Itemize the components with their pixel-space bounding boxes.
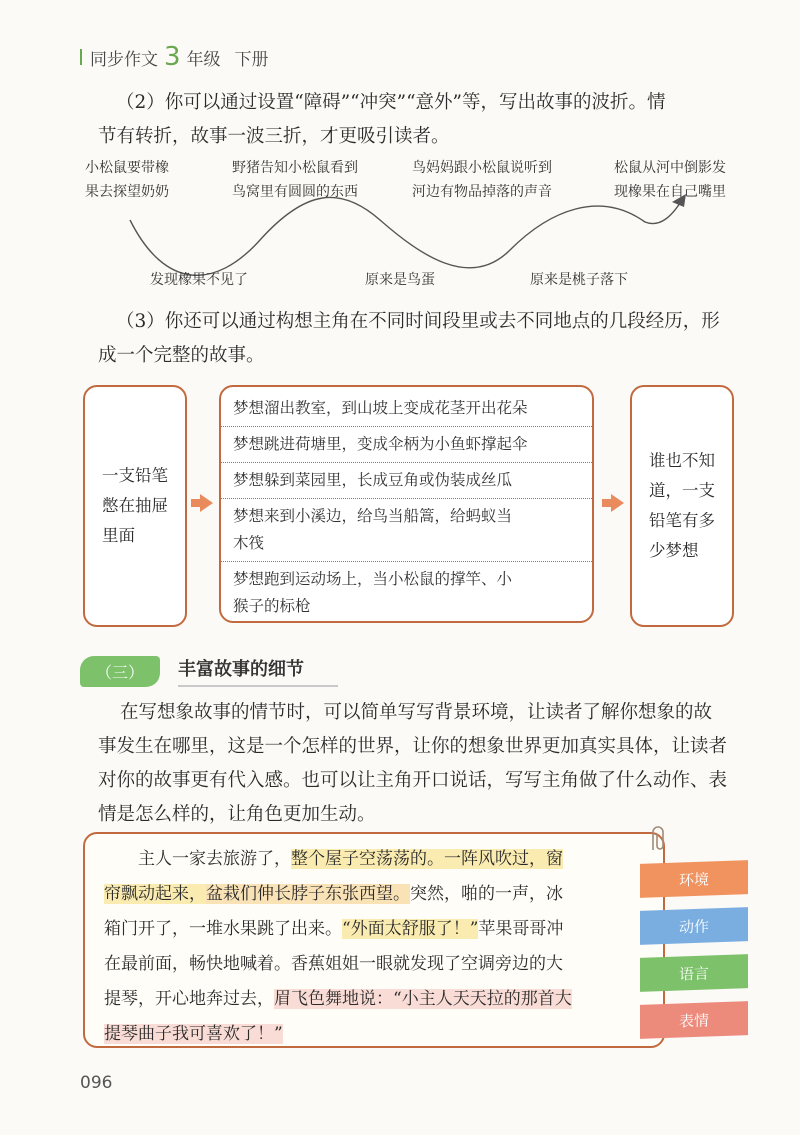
section-title: 丰富故事的细节 [178, 655, 338, 687]
para3-line2: 成一个完整的故事。 [98, 345, 265, 366]
flow-item-5 [221, 562, 592, 624]
flow-arrow-2 [611, 494, 624, 512]
story-l3c: 苹果哥哥冲 [478, 919, 564, 939]
text-line: 鸟妈妈跟小松鼠说听到 [412, 160, 552, 176]
tag-expression-label: 表情 [678, 1010, 709, 1031]
text-line: 憋在抽屉 [102, 496, 168, 515]
page-header [80, 42, 269, 72]
text-line: 鸟窝里有圆圆的东西 [232, 184, 358, 200]
header-prefix: 同步作文 [90, 50, 158, 70]
text-line: 一支铅笔 [102, 466, 168, 485]
header-grade-number: 3 [164, 42, 181, 72]
wave-bottom-1: 发现橡果不见了 [150, 272, 248, 288]
wave-top-1 [85, 156, 169, 204]
story-l3b: “外面太舒服了！” [342, 919, 479, 939]
intro-line-2: 事发生在哪里，这是一个怎样的世界，让你的想象世界更加真实具体，让读者 [98, 736, 728, 757]
section-badge: （三） [80, 656, 160, 687]
para3 [98, 305, 758, 373]
header-volume: 下册 [234, 50, 269, 70]
story-l2b: 盆栽们伸长脖子东张西望。 [206, 884, 410, 904]
text-line: 道，一支 [649, 481, 715, 500]
text-line: 猴子的标枪 [233, 597, 311, 615]
wave-top-4 [614, 156, 726, 204]
flow-right-box [630, 385, 734, 627]
tag-speech [640, 954, 748, 992]
tag-speech-label: 语言 [678, 963, 709, 984]
flow-left-box [83, 385, 187, 627]
flow-right-text [649, 446, 715, 566]
text-line: 谁也不知 [649, 451, 715, 470]
text-line: 河边有物品掉落的声音 [412, 184, 552, 200]
intro-line-3: 对你的故事更有代入感。也可以让主角开口说话，写写主角做了什么动作、表 [98, 770, 728, 791]
text-line: 木筏 [233, 534, 265, 552]
text-line: 现橡果在自己嘴里 [614, 184, 726, 200]
header-bar [80, 49, 82, 65]
flow-item-4 [221, 499, 592, 562]
para2 [98, 86, 758, 154]
text-line: 梦想溜出教室，到山坡上变成花茎开出花朵 [233, 399, 528, 417]
flow-item-2 [221, 427, 592, 463]
text-line: 梦想躲到菜园里，长成豆角或伪装成丝瓜 [233, 471, 513, 489]
paperclip-icon [648, 826, 668, 852]
story-l4: 在最前面，畅快地喊着。香蕉姐姐一眼就发现了空调旁边的大 [104, 954, 563, 974]
text-line: 松鼠从河中倒影发 [614, 160, 726, 176]
text-line: 野猪告知小松鼠看到 [232, 160, 358, 176]
para2-line1: （2）你可以通过设置“障碍”“冲突”“意外”等，写出故事的波折。情 [116, 92, 666, 113]
wave-bottom-3: 原来是桃子落下 [530, 272, 628, 288]
flow-left-text [102, 461, 168, 551]
intro-paragraph [98, 696, 760, 832]
flow-arrow-1 [200, 494, 213, 512]
story-l2a: 帘飘动起来， [104, 884, 206, 904]
tag-environment-label: 环境 [678, 869, 709, 890]
text-line: 果去探望奶奶 [85, 184, 169, 200]
story-l5a: 提琴，开心地奔过去， [104, 989, 274, 1009]
story-l2c: 突然，啪的一声，冰 [410, 884, 563, 904]
text-line: 梦想跑到运动场上，当小松鼠的撑竿、小 [233, 570, 513, 588]
plot-wave-diagram [0, 150, 800, 300]
story-l3a: 箱门开了，一堆水果跳了出来。 [104, 919, 342, 939]
wave-bottom-2: 原来是鸟蛋 [365, 272, 435, 288]
story-text [104, 842, 644, 1052]
tag-action [640, 907, 748, 945]
intro-line-4: 情是怎么样的，让角色更加生动。 [98, 804, 376, 825]
tag-action-label: 动作 [678, 916, 709, 937]
story-l1b: 整个屋子空荡荡的。一阵风吹过，窗 [291, 849, 563, 869]
flow-middle-box [219, 385, 594, 623]
text-line: 里面 [102, 526, 135, 545]
text-line: 少梦想 [649, 541, 699, 560]
flow-item-1 [221, 391, 592, 427]
header-grade-suffix: 年级 [186, 50, 221, 70]
text-line: 梦想来到小溪边，给鸟当船篙，给蚂蚁当 [233, 507, 513, 525]
flow-item-3 [221, 463, 592, 499]
section-heading [80, 655, 338, 687]
wave-top-2 [232, 156, 358, 204]
text-line: 梦想跳进荷塘里，变成伞柄为小鱼虾撑起伞 [233, 435, 528, 453]
story-l5b: 眉飞色舞地说：“小主人天天拉的那首大 [274, 989, 572, 1009]
story-l1a: 主人一家去旅游了， [138, 849, 291, 869]
text-line: 铅笔有多 [649, 511, 715, 530]
tag-expression [640, 1001, 748, 1039]
text-line: 小松鼠要带橡 [85, 160, 169, 176]
wave-top-3 [412, 156, 552, 204]
intro-line-1: 在写想象故事的情节时，可以简单写写背景环境，让读者了解你想象的故 [120, 702, 713, 723]
para3-line1: （3）你还可以通过构想主角在不同时间段里或去不同地点的几段经历，形 [116, 311, 720, 332]
tag-environment [640, 860, 748, 898]
page-number: 096 [80, 1073, 113, 1093]
para2-line2: 节有转折，故事一波三折，才更吸引读者。 [98, 126, 450, 147]
story-l6: 提琴曲子我可喜欢了！” [104, 1024, 283, 1044]
